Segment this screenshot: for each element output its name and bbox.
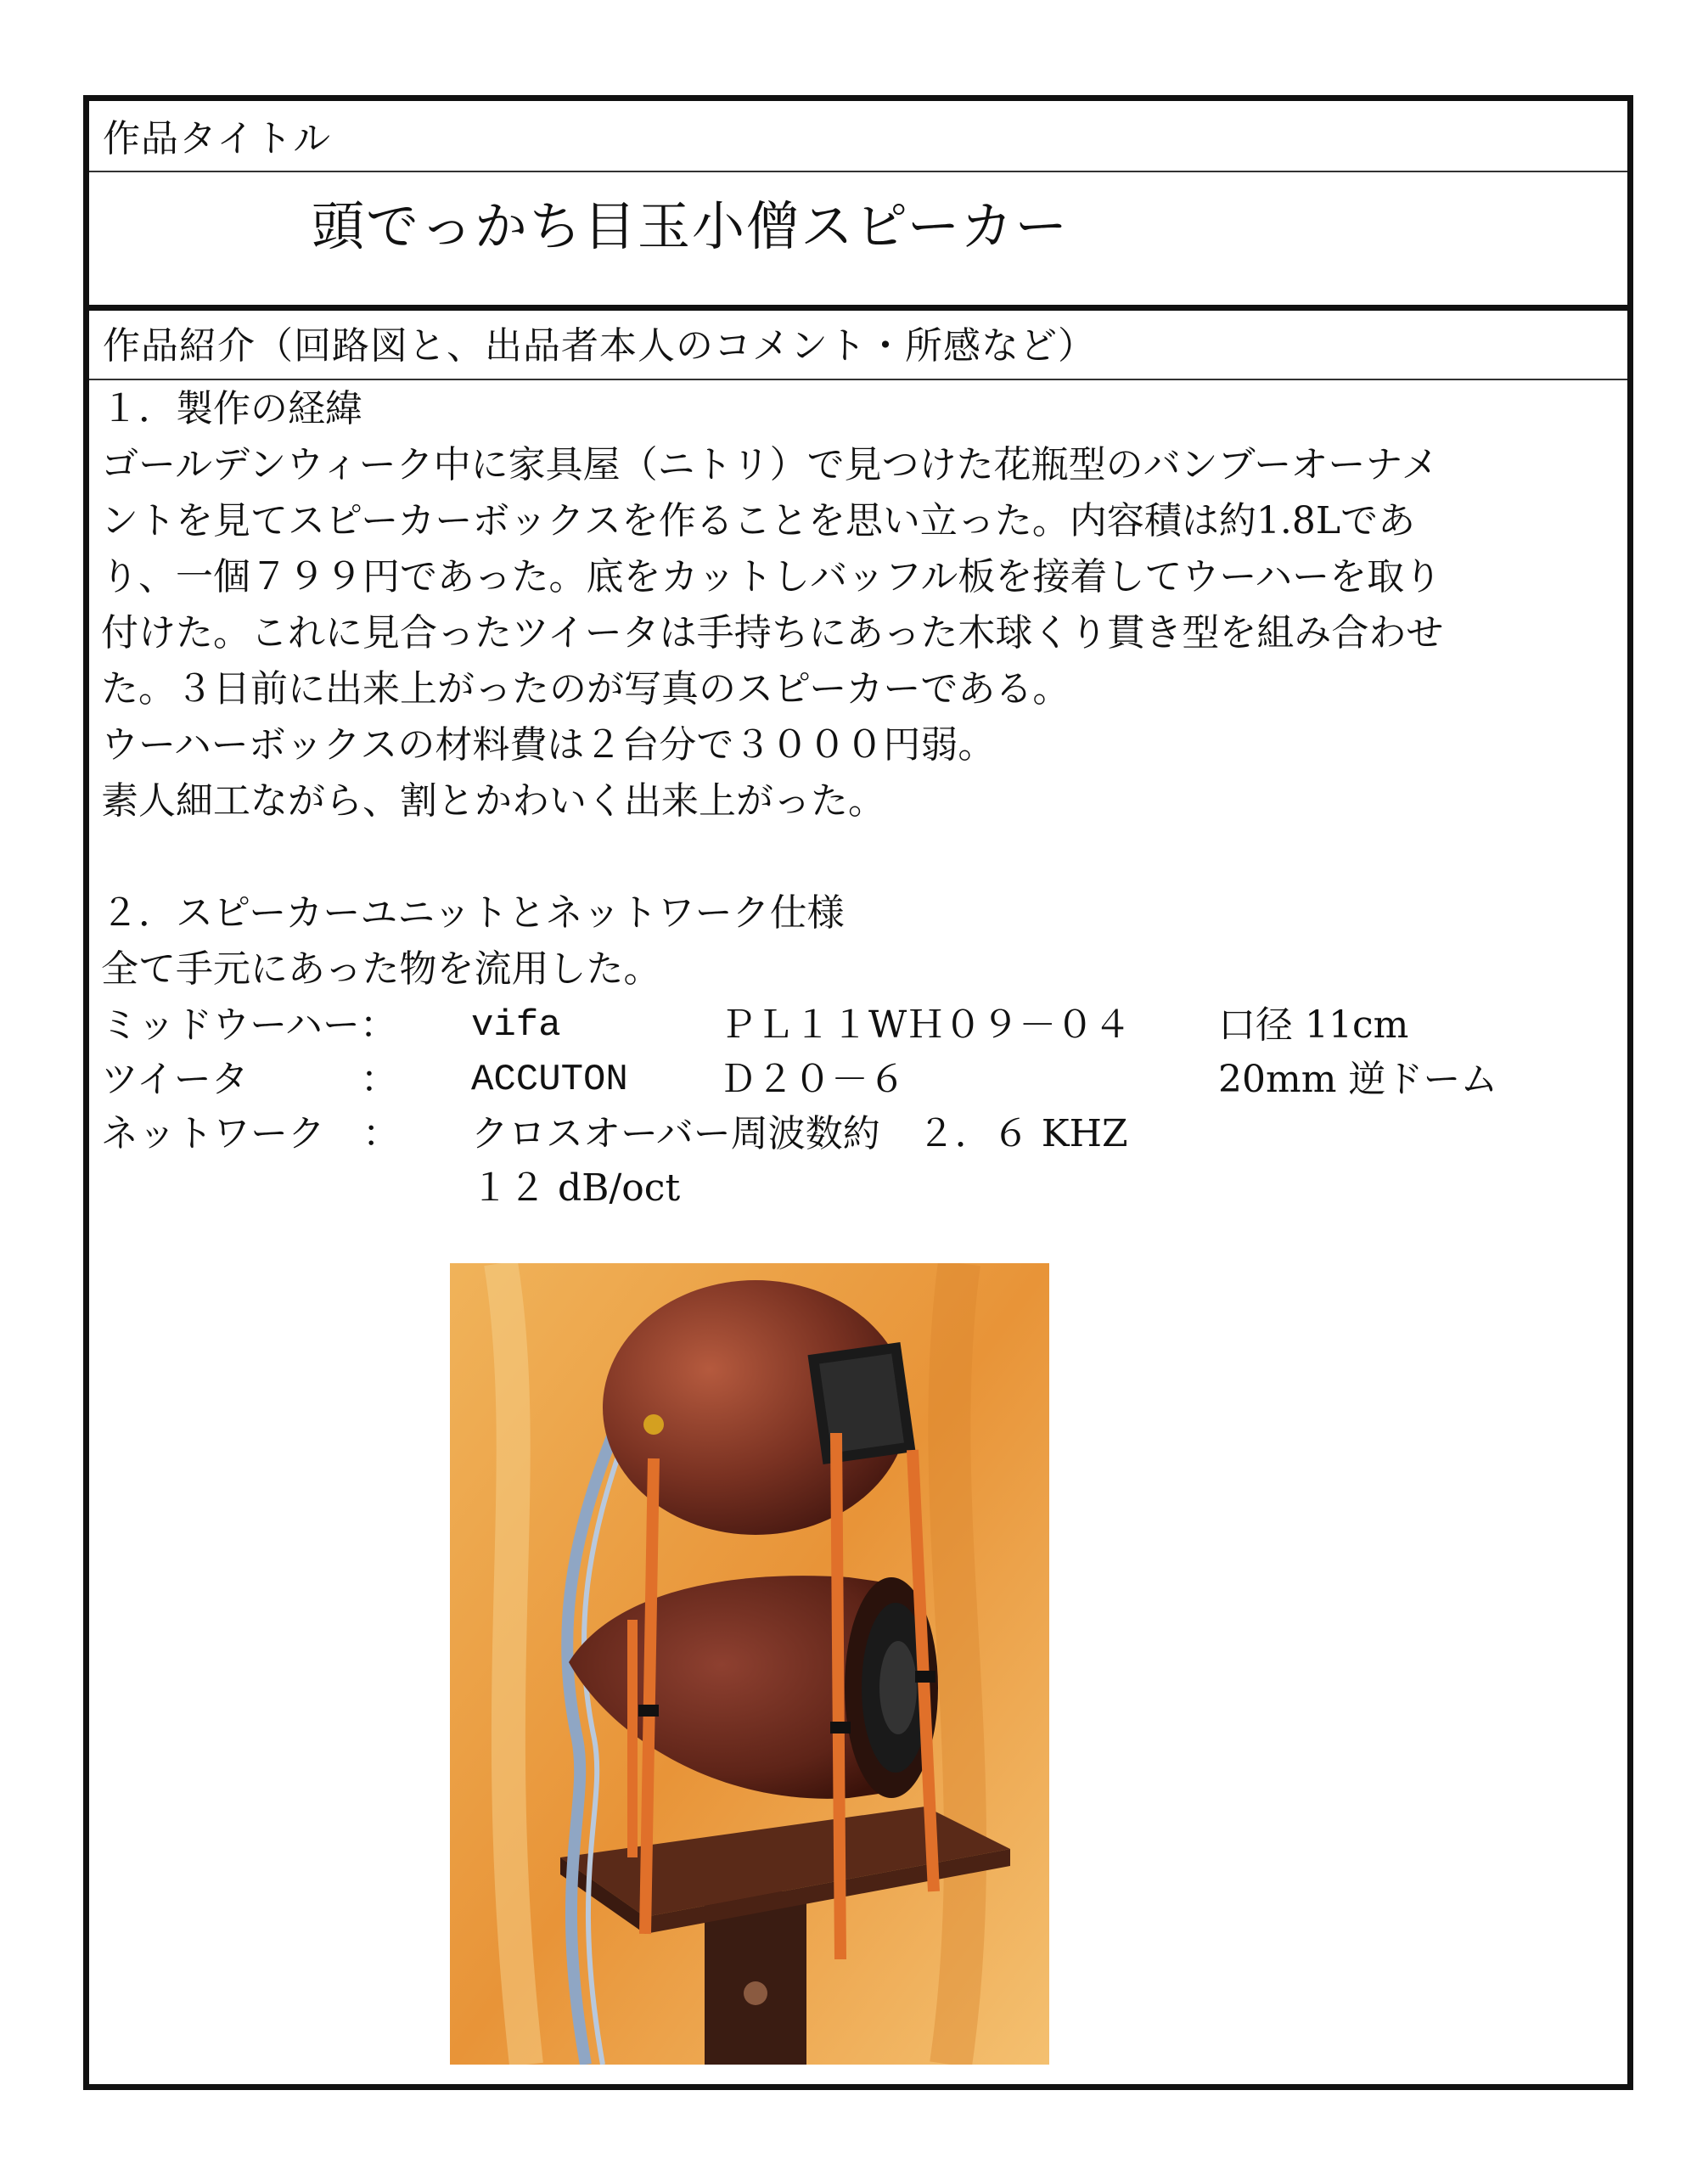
network-slope: １２ dB/oct	[471, 1166, 681, 1210]
divider	[89, 171, 1627, 172]
body-line: り、一個７９９円であった。底をカットしバッフル板を接着してウーハーを取り	[101, 555, 1442, 598]
speaker-photo	[450, 1263, 1049, 2065]
intro-body	[101, 381, 1621, 1215]
body-line: ゴールデンウィーク中に家具屋（ニトリ）で見つけた花瓶型のバンブーオーナメ	[101, 443, 1439, 486]
body-line: 付けた。これに見合ったツイータは手持ちにあった木球くり貫き型を組み合わせ	[101, 611, 1444, 655]
body-line: た。３日前に出来上がったのが写真のスピーカーである。	[101, 667, 1070, 711]
spec-row-network	[101, 1106, 1621, 1160]
spec-label: ネットワーク ：	[101, 1112, 400, 1155]
section-heading: １．製作の経緯	[101, 387, 362, 430]
spec-brand: ACCUTON	[471, 1059, 628, 1101]
intro-label: 作品紹介（回路図と、出品者本人のコメント・所感など）	[103, 324, 1096, 368]
divider	[89, 305, 1627, 311]
body-line: 全て手元にあった物を流用した。	[101, 947, 661, 991]
divider	[89, 379, 1627, 380]
spec-row-slope	[101, 1160, 1621, 1215]
spec-row-woofer	[101, 997, 1621, 1052]
network-crossover: クロスオーバー周波数約 ２．６ KHZ	[471, 1112, 1128, 1155]
spec-detail: 20mm 逆ドーム	[1218, 1058, 1498, 1101]
spec-label: ミッドウーハー：	[101, 1003, 397, 1047]
section-heading: ２．スピーカーユニットとネットワーク仕様	[101, 891, 845, 935]
body-line: ウーハーボックスの材料費は２台分で３０００円弱。	[101, 723, 996, 767]
page-title: 頭でっかち目玉小僧スピーカー	[312, 195, 1070, 257]
title-label: 作品タイトル	[103, 117, 332, 160]
body-line: ントを見てスピーカーボックスを作ることを思い立った。内容積は約1.8Lであ	[101, 499, 1416, 542]
spacer	[101, 829, 1621, 885]
spec-detail: 口径 11cm	[1218, 1003, 1409, 1047]
spec-model: Ｄ２０－６	[719, 1058, 906, 1101]
spec-model: ＰＬ１１WＨ０９－０４	[719, 1003, 1132, 1047]
spec-label: ツイータ ：	[101, 1058, 398, 1101]
spec-brand: vifa	[471, 1004, 561, 1047]
body-line: 素人細工ながら、割とかわいく出来上がった。	[101, 779, 885, 823]
spec-row-tweeter	[101, 1052, 1621, 1106]
